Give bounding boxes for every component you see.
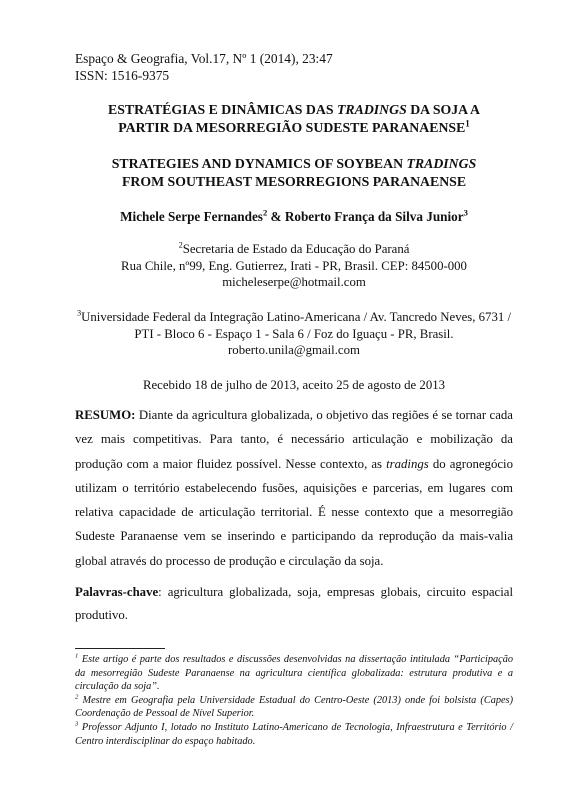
title-pt-text: DA SOJA A xyxy=(406,102,480,117)
footnote-marker: 1 xyxy=(465,118,470,129)
footnote-text: Professor Adjunto I, lotado no Instituto Latino-Americano de Tecnologia, Infraestrutura e Território / Centro interdisciplinar do espaço habitado. xyxy=(75,721,513,747)
title-pt-line2 xyxy=(75,119,513,137)
footnote-marker: 3 xyxy=(463,207,468,218)
footnote-marker: 3 xyxy=(76,308,82,318)
affiliation-text: Universidade Federal da Integração Latino-Americana / Av. Tancredo Neves, 6731 / xyxy=(81,310,512,324)
journal-header xyxy=(75,50,333,84)
footnote-marker: 2 xyxy=(178,240,183,250)
footnote-marker: 1 xyxy=(75,652,79,660)
abstract xyxy=(75,403,513,573)
affiliation-line: Rua Chile, nº99, Eng. Gutierrez, Irati - PR, Brasil. CEP: 84500-000 xyxy=(121,258,467,273)
footnote-text: Este artigo é parte dos resultados e discussões desenvolvidas na dissertação intitulada “Participação da mesorregião Sudeste Paranaense na agricultura científica globalizada: estrutura produtiva e a circulação da soja”. xyxy=(75,654,513,693)
abstract-text: Diante da agricultura globalizada, o objetivo das regiões é se tornar cada vez mais competitivas. Para tanto, é necessário articulação e mobilização da produção com a maior fluidez possível. Nesse contexto, as xyxy=(75,408,513,471)
footnotes xyxy=(75,653,513,748)
author-line xyxy=(75,209,513,225)
author-name: Michele Serpe Fernandes xyxy=(120,209,263,224)
title-english xyxy=(75,155,513,191)
title-en-line1 xyxy=(75,155,513,173)
title-pt-emphasis: TRADINGS xyxy=(336,102,407,117)
author-name: Roberto França da Silva Junior xyxy=(284,209,464,224)
affiliation-line xyxy=(75,309,513,326)
footnote-marker: 3 xyxy=(75,720,79,728)
title-en-line2: FROM SOUTHEAST MESORREGIONS PARANAENSE xyxy=(121,174,467,189)
author-email[interactable]: micheleserpe@hotmail.com xyxy=(222,275,366,289)
keywords-text: : agricultura globalizada, soja, empresas globais, circuito espacial produtivo. xyxy=(75,585,513,622)
footnote-marker: 2 xyxy=(262,207,268,218)
footnote-text: Mestre em Geografia pela Universidade Estadual do Centro-Oeste (2013) onde foi bolsista (Capes) Coordenação de Pessoal de Nível Superior. xyxy=(75,694,513,720)
keywords xyxy=(75,581,513,627)
footnote-item xyxy=(75,694,513,721)
received-dates: Recebido 18 de julho de 2013, aceito 25 de agosto de 2013 xyxy=(142,378,446,392)
title-portuguese xyxy=(75,101,513,137)
affiliation-line xyxy=(75,241,513,258)
journal-issn: ISSN: 1516-9375 xyxy=(75,68,170,83)
title-en-text: STRATEGIES AND DYNAMICS OF SOYBEAN xyxy=(111,156,407,171)
abstract-label: RESUMO: xyxy=(75,408,136,422)
footnote-item xyxy=(75,721,513,748)
abstract-text: do agronegócio utilizam o território estabelecendo fusões, aquisições e parcerias, em lugares com relativa capacidade de articulação territorial. É nesse contexto que a mesorregião Sudeste Paranaense vem se inserindo e participando da reprodução da mais-valia global através do processo de produção e circulação da soja. xyxy=(75,456,513,568)
footnote-item xyxy=(75,653,513,694)
affiliation-2 xyxy=(75,309,513,359)
title-pt-text: PARTIR DA MESORREGIÃO SUDESTE PARANAENSE xyxy=(118,120,466,135)
title-en-emphasis: TRADINGS xyxy=(406,156,477,171)
footnote-divider xyxy=(75,648,165,649)
author-connector: & xyxy=(267,209,285,224)
title-pt-text: ESTRATÉGIAS E DINÂMICAS DAS xyxy=(108,102,337,117)
footnote-marker: 2 xyxy=(75,693,79,701)
author-email[interactable]: roberto.unila@gmail.com xyxy=(228,343,360,357)
affiliation-text: Secretaria de Estado da Educação do Paraná xyxy=(182,242,410,256)
journal-citation: Espaço & Geografia, Vol.17, Nº 1 (2014), 23:47 xyxy=(75,51,333,66)
affiliation-1 xyxy=(75,241,513,291)
abstract-emphasis: tradings xyxy=(386,456,429,471)
keywords-label: Palavras-chave xyxy=(75,585,159,599)
affiliation-line: PTI - Bloco 6 - Espaço 1 - Sala 6 / Foz do Iguaçu - PR, Brasil. xyxy=(134,326,454,341)
title-pt-line1 xyxy=(75,101,513,119)
